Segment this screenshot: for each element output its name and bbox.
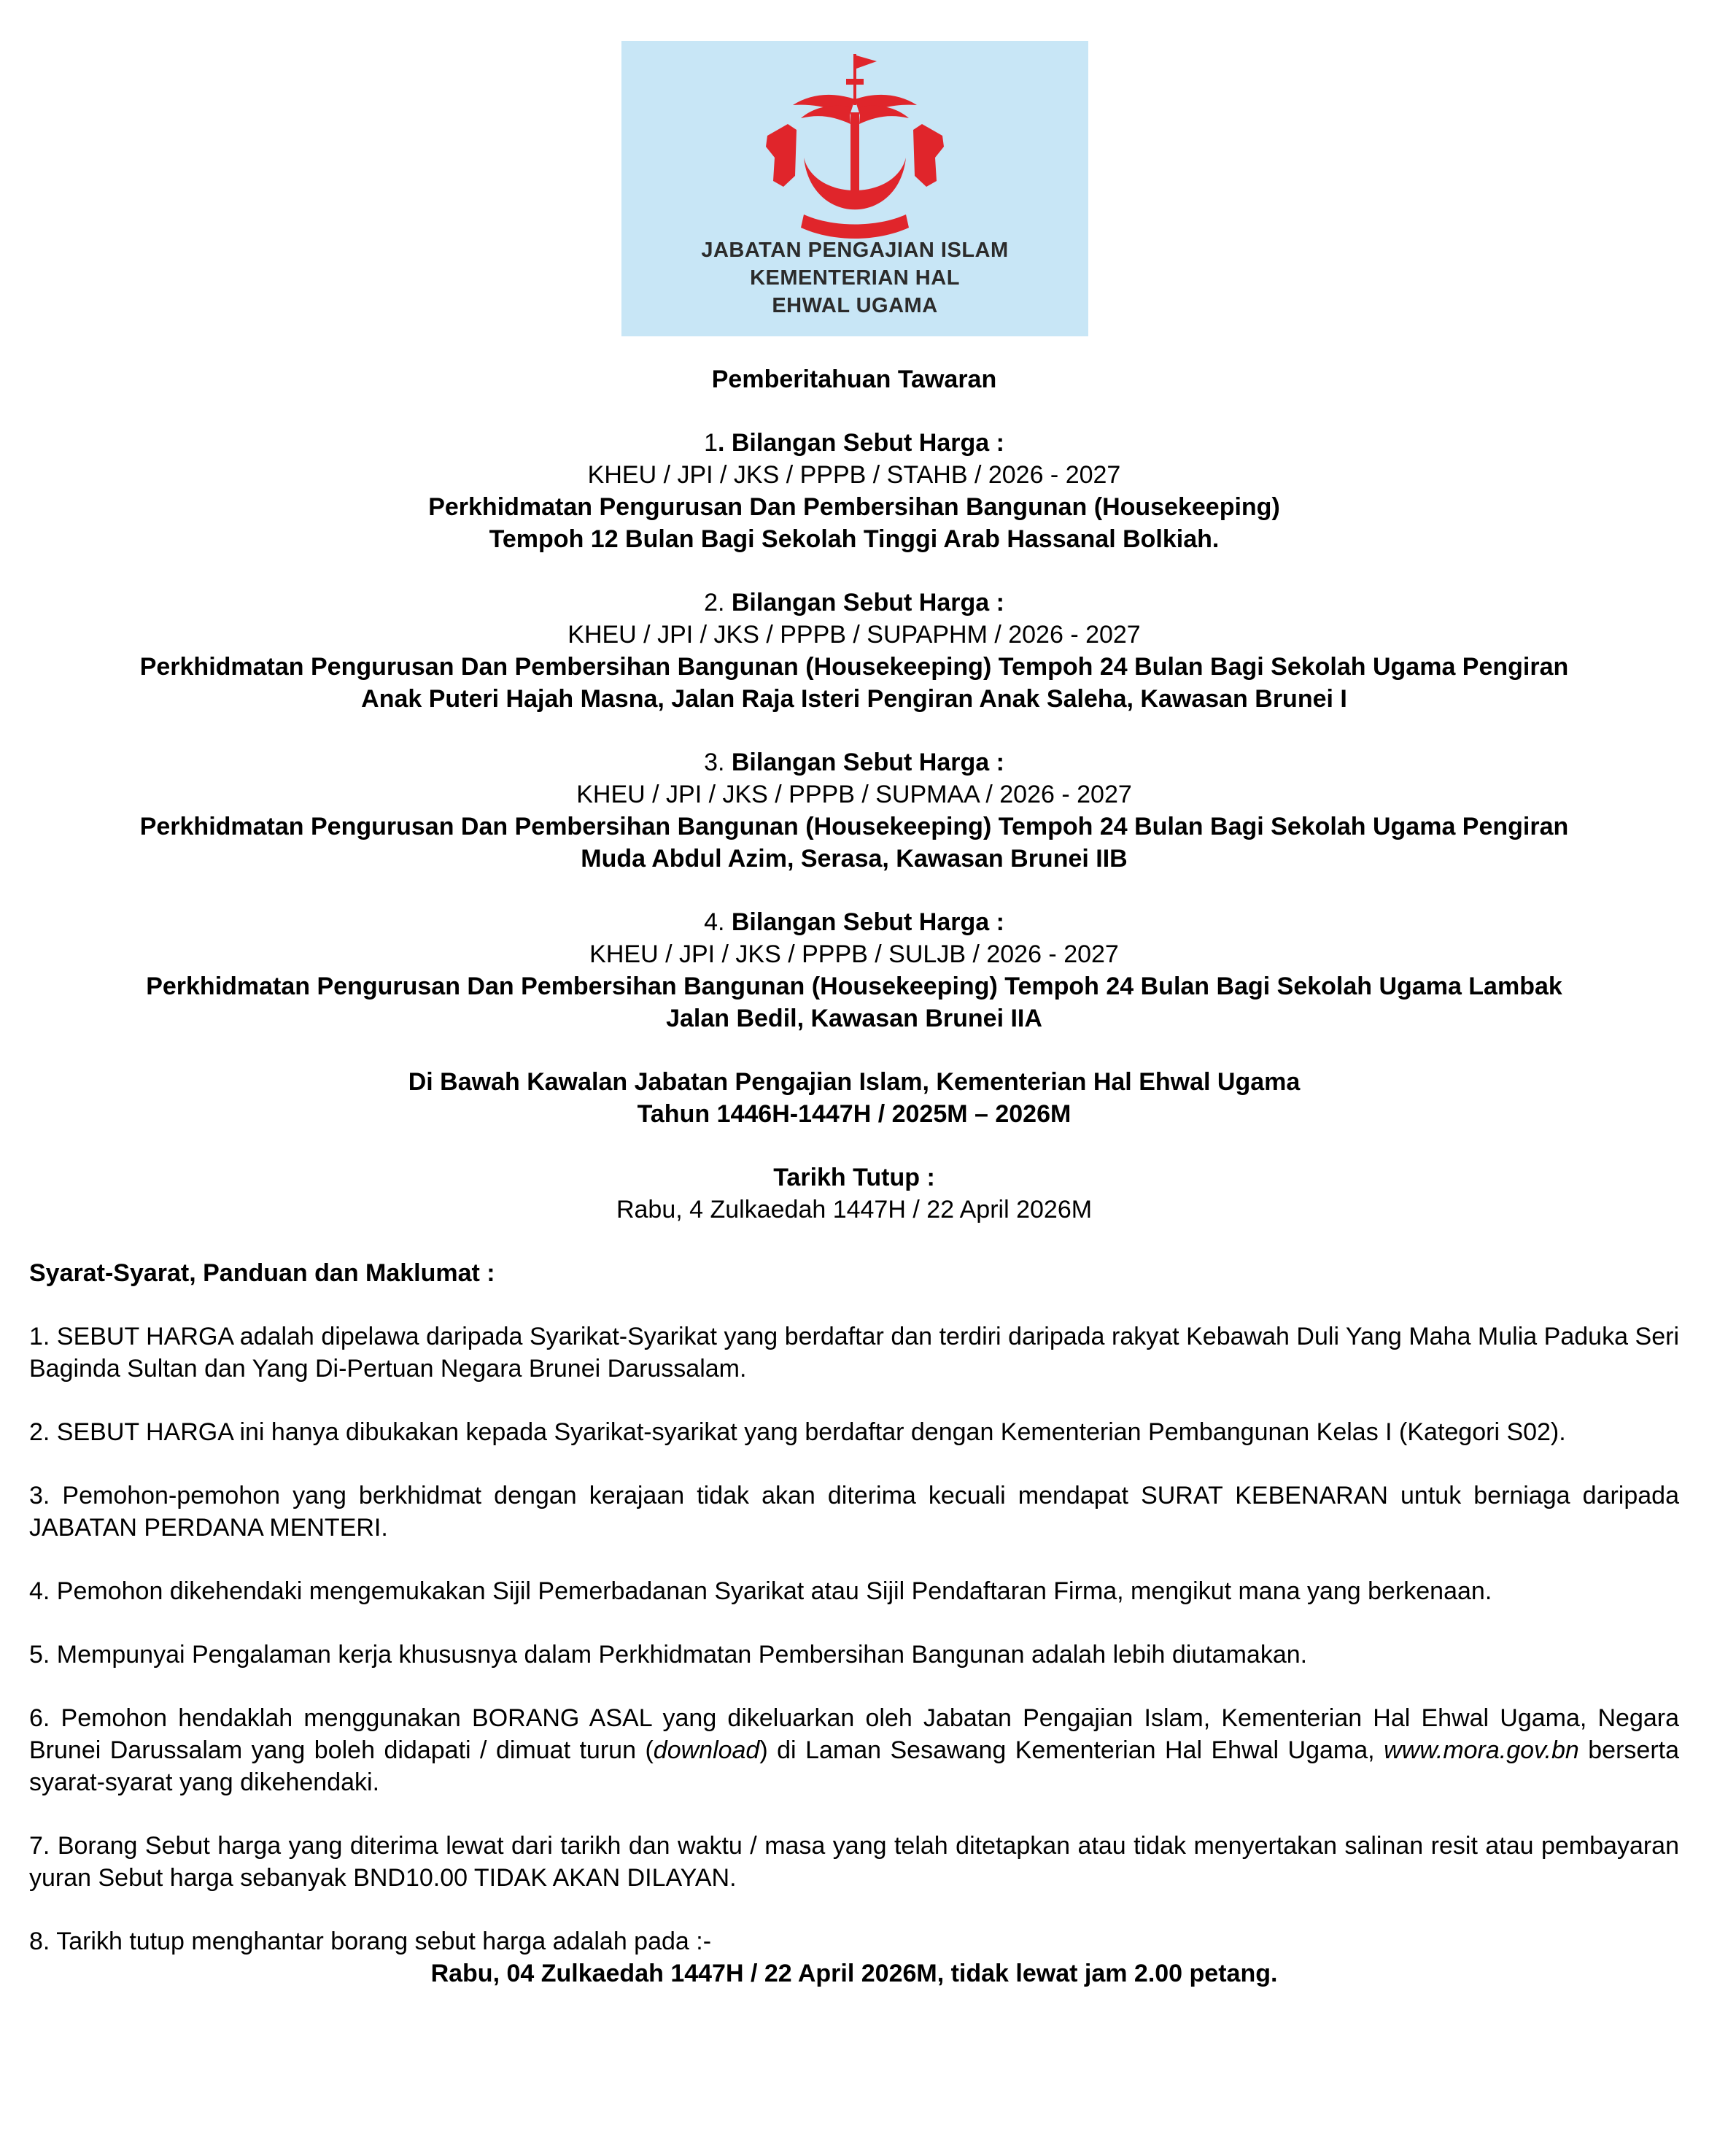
website-link[interactable]: www.mora.gov.bn xyxy=(1384,1736,1579,1764)
download-term: download xyxy=(653,1736,760,1764)
tender-label: Bilangan Sebut Harga : xyxy=(724,589,1004,616)
tender-desc-2: Jalan Bedil, Kawasan Brunei IIA xyxy=(666,1005,1042,1032)
tender-desc-1: Perkhidmatan Pengurusan Dan Pembersihan Bangunan (Housekeeping) Tempoh 24 Bulan Bagi Sekolah Ugama Pengiran xyxy=(139,653,1569,681)
tender-label: Bilangan Sebut Harga : xyxy=(724,749,1004,776)
tender-desc-1: Perkhidmatan Pengurusan Dan Pembersihan Bangunan (Housekeeping) Tempoh 24 Bulan Bagi Sekolah Ugama Pengiran xyxy=(139,813,1569,840)
notice-title: Pemberitahuan Tawaran xyxy=(711,366,997,393)
tender-desc-1: Perkhidmatan Pengurusan Dan Pembersihan Bangunan (Housekeeping) Tempoh 24 Bulan Bagi Sekolah Ugama Lambak xyxy=(146,973,1562,1000)
logo-line-1: JABATAN PENGAJIAN ISLAM xyxy=(701,239,1009,262)
tender-desc-2: Tempoh 12 Bulan Bagi Sekolah Tinggi Arab Hassanal Bolkiah. xyxy=(489,525,1220,553)
tender-desc-1: Perkhidmatan Pengurusan Dan Pembersihan Bangunan (Housekeeping) xyxy=(428,493,1280,521)
tender-number: 4. xyxy=(704,908,725,936)
tender-ref: KHEU / JPI / JKS / PPPB / SULJB / 2026 - 2027 xyxy=(589,940,1119,968)
final-closing-date: Rabu, 04 Zulkaedah 1447H / 22 April 2026M, tidak lewat jam 2.00 petang. xyxy=(430,1960,1278,1987)
closing-date: Rabu, 4 Zulkaedah 1447H / 22 April 2026M xyxy=(616,1196,1093,1223)
control-line-1: Di Bawah Kawalan Jabatan Pengajian Islam, Kementerian Hal Ehwal Ugama xyxy=(408,1068,1301,1096)
condition-6-text-b: ) di Laman Sesawang Kementerian Hal Ehwal Ugama, xyxy=(759,1736,1384,1764)
tender-desc-2: Muda Abdul Azim, Serasa, Kawasan Brunei IIB xyxy=(581,845,1128,873)
tender-label: . Bilangan Sebut Harga : xyxy=(717,429,1004,457)
conditions-heading: Syarat-Syarat, Panduan dan Maklumat : xyxy=(29,1259,495,1287)
condition-4: 4. Pemohon dikehendaki mengemukakan Sijil Pemerbadanan Syarikat atau Sijil Pendaftaran Firma, mengikut mana yang berkenaan. xyxy=(29,1577,1492,1605)
control-line-2: Tahun 1446H-1447H / 2025M – 2026M xyxy=(637,1100,1072,1128)
logo-line-2: KEMENTERIAN HAL xyxy=(750,266,960,290)
tender-item-1 xyxy=(29,427,1679,555)
tender-ref: KHEU / JPI / JKS / PPPB / SUPMAA / 2026 - 2027 xyxy=(576,781,1132,808)
condition-7: 7. Borang Sebut harga yang diterima lewat dari tarikh dan waktu / masa yang telah ditetapkan atau tidak menyertakan salinan resit atau pembayaran yuran Sebut harga sebanyak BND10.00 TIDAK AKAN DILAYAN. xyxy=(29,1832,1679,1892)
tender-desc-2: Anak Puteri Hajah Masna, Jalan Raja Isteri Pengiran Anak Saleha, Kawasan Brunei I xyxy=(361,685,1347,713)
tender-label: Bilangan Sebut Harga : xyxy=(724,908,1004,936)
closing-date-label: Tarikh Tutup : xyxy=(773,1164,935,1191)
notice-body xyxy=(29,363,1679,1990)
logo-text xyxy=(621,236,1088,320)
tender-ref: KHEU / JPI / JKS / PPPB / STAHB / 2026 - 2027 xyxy=(587,461,1121,489)
logo-line-3: EHWAL UGAMA xyxy=(772,294,938,317)
condition-6-text-c: berserta syarat-syarat yang dikehendaki. xyxy=(29,1736,1679,1796)
condition-6-text-a: 6. Pemohon hendaklah menggunakan BORANG ASAL yang dikeluarkan oleh Jabatan Pengajian Islam, Kementerian Hal Ehwal Ugama, Negara Brunei Darussalam yang boleh didapati / dimuat turun ( xyxy=(29,1704,1679,1764)
condition-1: 1. SEBUT HARGA adalah dipelawa daripada Syarikat-Syarikat yang berdaftar dan terdiri daripada rakyat Kebawah Duli Yang Maha Mulia Paduka Seri Baginda Sultan dan Yang Di-Pertuan Negara Brunei Darussalam. xyxy=(29,1323,1679,1383)
condition-8: 8. Tarikh tutup menghantar borang sebut harga adalah pada :- xyxy=(29,1928,712,1955)
tender-item-2 xyxy=(29,587,1679,715)
tender-item-3 xyxy=(29,746,1679,875)
tender-number: 1 xyxy=(704,429,718,457)
condition-5: 5. Mempunyai Pengalaman kerja khususnya dalam Perkhidmatan Pembersihan Bangunan adalah lebih diutamakan. xyxy=(29,1641,1308,1669)
department-logo xyxy=(621,41,1088,336)
tender-number: 2. xyxy=(704,589,725,616)
brunei-emblem-icon xyxy=(753,48,957,256)
tender-number: 3. xyxy=(704,749,725,776)
tender-item-4 xyxy=(29,906,1679,1035)
tender-ref: KHEU / JPI / JKS / PPPB / SUPAPHM / 2026 - 2027 xyxy=(567,621,1141,649)
condition-2: 2. SEBUT HARGA ini hanya dibukakan kepada Syarikat-syarikat yang berdaftar dengan Kementerian Pembangunan Kelas I (Kategori S02). xyxy=(29,1418,1566,1446)
condition-3: 3. Pemohon-pemohon yang berkhidmat dengan kerajaan tidak akan diterima kecuali mendapat SURAT KEBENARAN untuk berniaga daripada JABATAN PERDANA MENTERI. xyxy=(29,1482,1679,1542)
condition-6 xyxy=(29,1702,1679,1798)
